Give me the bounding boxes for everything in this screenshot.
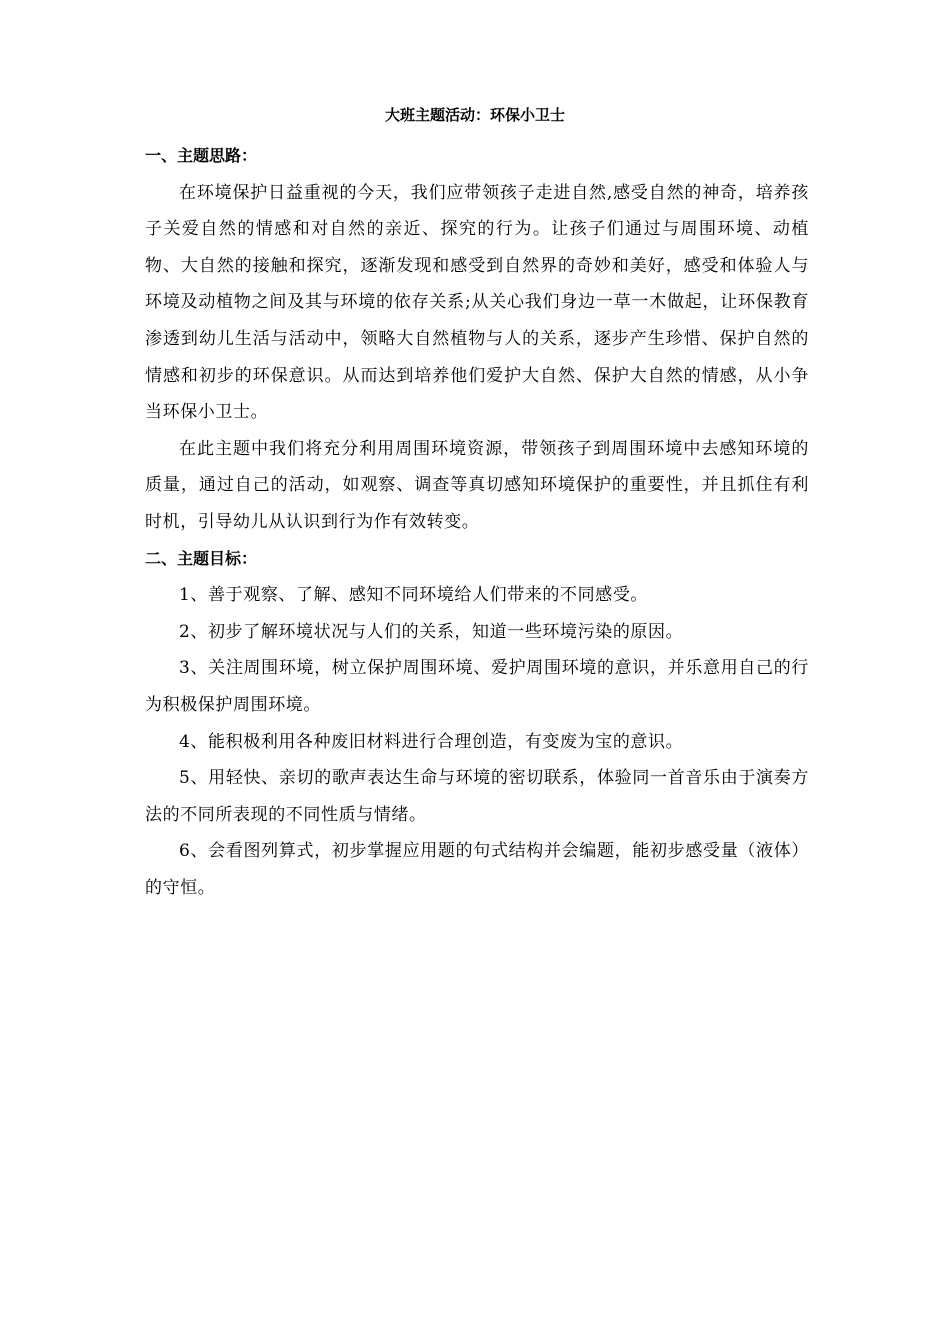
theme-idea-paragraph: 在环境保护日益重视的今天，我们应带领孩子走进自然,感受自然的神奇，培养孩子关爱自然的情感和对自然的亲近、探究的行为。让孩子们通过与周围环境、动植物、大自然的接触和探究，逐渐发现和感受到自然界的奇妙和美好，感受和体验人与环境及动植物之间及其与环境的依存关系;从关心我们身边一草一木做起，让环保教育渗透到幼儿生活与活动中，领略大自然植物与人的关系，逐步产生珍惜、保护自然的情感和初步的环保意识。从而达到培养他们爱护大自然、保护大自然的情感，从小争当环保小卫士。 [145,182,809,423]
goal-item: 4、能积极利用各种废旧材料进行合理创造，有变废为宝的意识。 [179,731,684,752]
goal-item: 3、关注周围环境，树立保护周围环境、爱护周围环境的意识，并乐意用自己的行为积极保护周围环境。 [145,658,809,715]
goal-item: 1、善于观察、了解、感知不同环境给人们带来的不同感受。 [179,585,649,606]
goal-item: 2、初步了解环境状况与人们的关系，知道一些环境污染的原因。 [179,621,684,642]
document-title: 大班主题活动：环保小卫士 [384,106,565,124]
document-body [145,138,809,906]
theme-idea-paragraph: 在此主题中我们将充分利用周围环境资源，带领孩子到周围环境中去感知环境的质量，通过自己的活动，如观察、调查等真切感知环境保护的重要性，并且抓住有利时机，引导幼儿从认识到行为作有效转变。 [145,438,809,532]
section-heading-theme-idea: 一、主题思路： [145,146,258,165]
goal-item: 6、会看图列算式，初步掌握应用题的句式结构并会编题，能初步感受量（液体）的守恒。 [145,841,809,898]
goal-item: 5、用轻快、亲切的歌声表达生命与环境的密切联系，体验同一首音乐由于演奏方法的不同所表现的不同性质与情绪。 [145,768,809,825]
section-heading-theme-goals: 二、主题目标： [145,548,258,568]
